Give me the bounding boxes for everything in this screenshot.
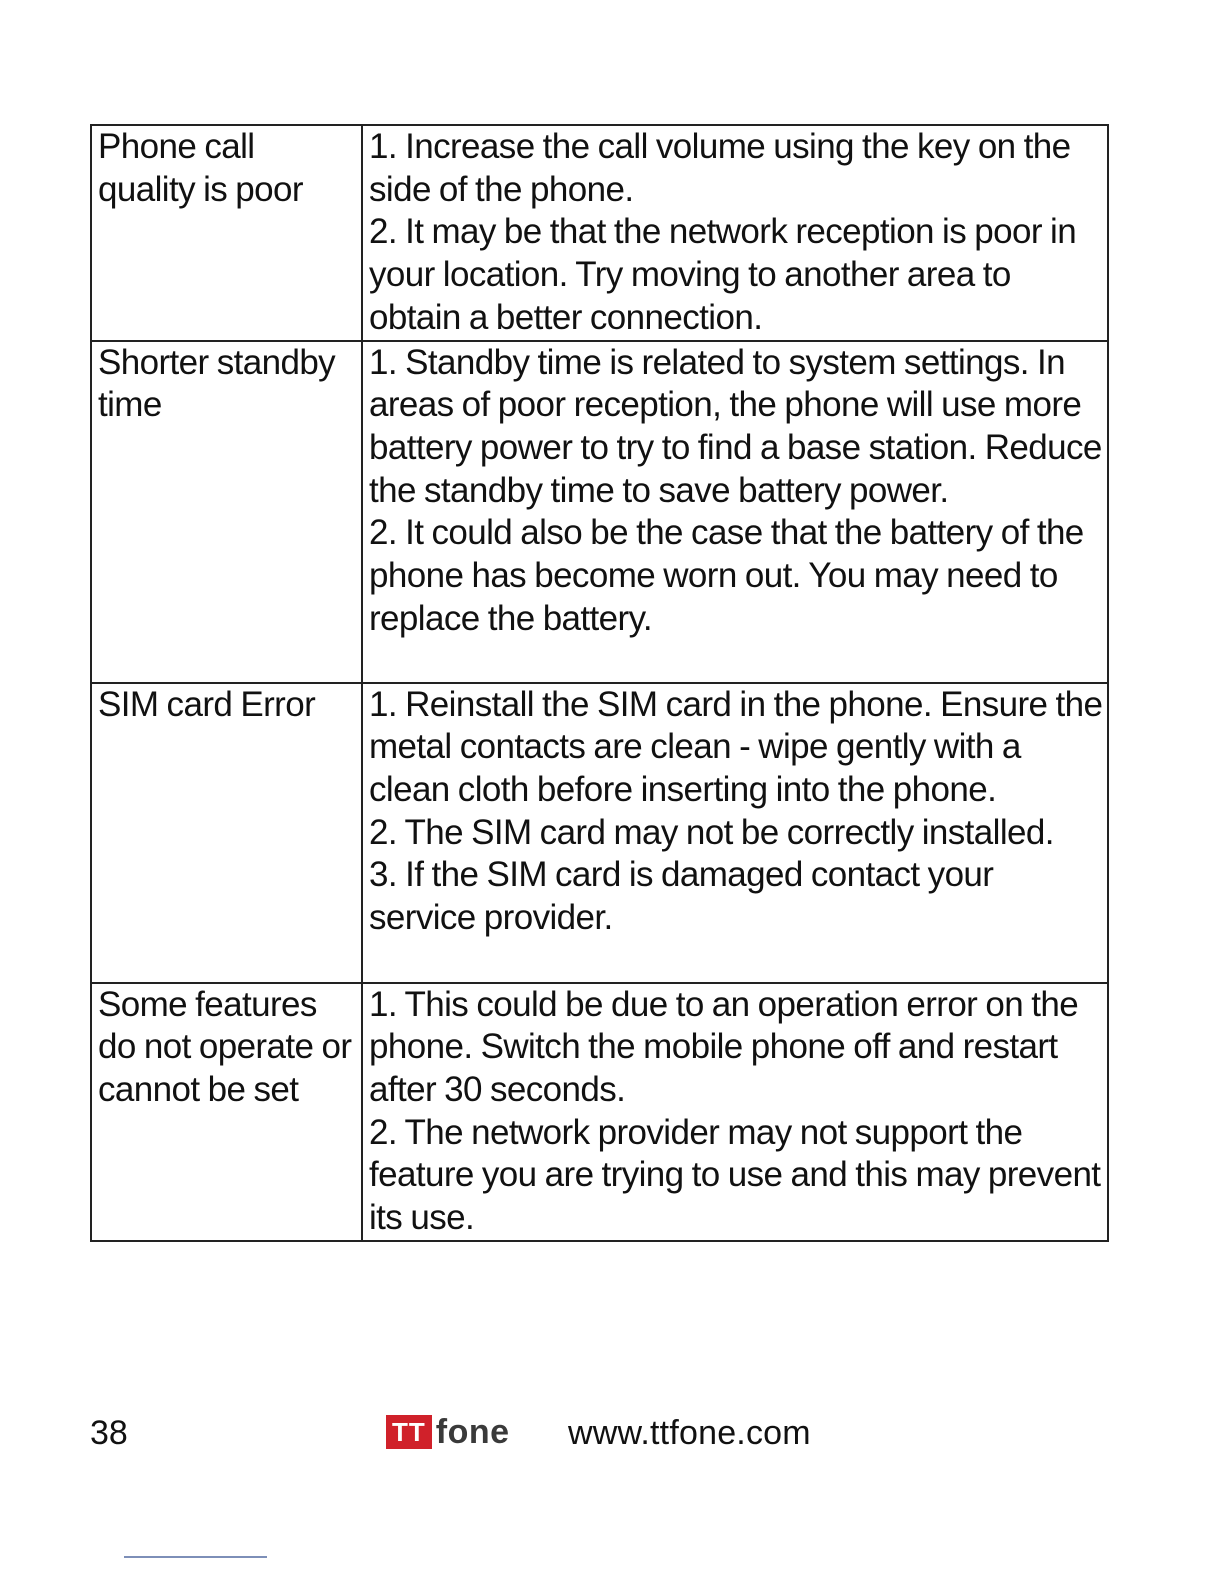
solution-cell	[362, 683, 1108, 983]
problem-cell: Phone call quality is poor	[91, 125, 362, 341]
table-row	[91, 983, 1108, 1241]
logo-word: fone	[435, 1412, 510, 1451]
solution-step: 1. Increase the call volume using the key on the side of the phone.	[369, 127, 1071, 209]
problem-cell: SIM card Error	[91, 683, 362, 983]
solution-step: 1. Standby time is related to system settings. In areas of poor reception, the phone will use more battery power to try to find a base station. Reduce the standby time to save battery power.	[369, 342, 1102, 510]
problem-cell: Shorter standby time	[91, 341, 362, 683]
table-row	[91, 683, 1108, 983]
solution-step: 2. The SIM card may not be correctly installed.	[369, 812, 1054, 852]
problem-cell: Some features do not operate or cannot be set	[91, 983, 362, 1241]
solution-step: 1. This could be due to an operation error on the phone. Switch the mobile phone off and restart after 30 seconds.	[369, 984, 1079, 1109]
solution-step: 2. The network provider may not support the feature you are trying to use and this may prevent its use.	[369, 1112, 1101, 1238]
table-row	[91, 125, 1108, 341]
solution-step: 2. It may be that the network reception is poor in your location. Try moving to another area to obtain a better connection.	[369, 212, 1077, 337]
troubleshooting-table	[90, 124, 1109, 1242]
solution-cell	[362, 341, 1108, 683]
website-url: www.ttfone.com	[568, 1414, 811, 1452]
solution-step: 2. It could also be the case that the battery of the phone has become worn out. You may need to replace the battery.	[369, 513, 1084, 638]
page-footer	[0, 1410, 1224, 1460]
table-row	[91, 341, 1108, 683]
ttfone-logo	[386, 1412, 510, 1452]
solution-cell	[362, 983, 1108, 1241]
solution-step: 3. If the SIM card is damaged contact your service provider.	[369, 855, 994, 938]
solution-cell	[362, 125, 1108, 341]
solution-step: 1. Reinstall the SIM card in the phone. Ensure the metal contacts are clean - wipe gently with a clean cloth before inserting into the phone.	[369, 684, 1103, 809]
logo-mark: TT	[386, 1415, 432, 1449]
divider	[124, 1556, 267, 1558]
page-number: 38	[90, 1414, 128, 1452]
